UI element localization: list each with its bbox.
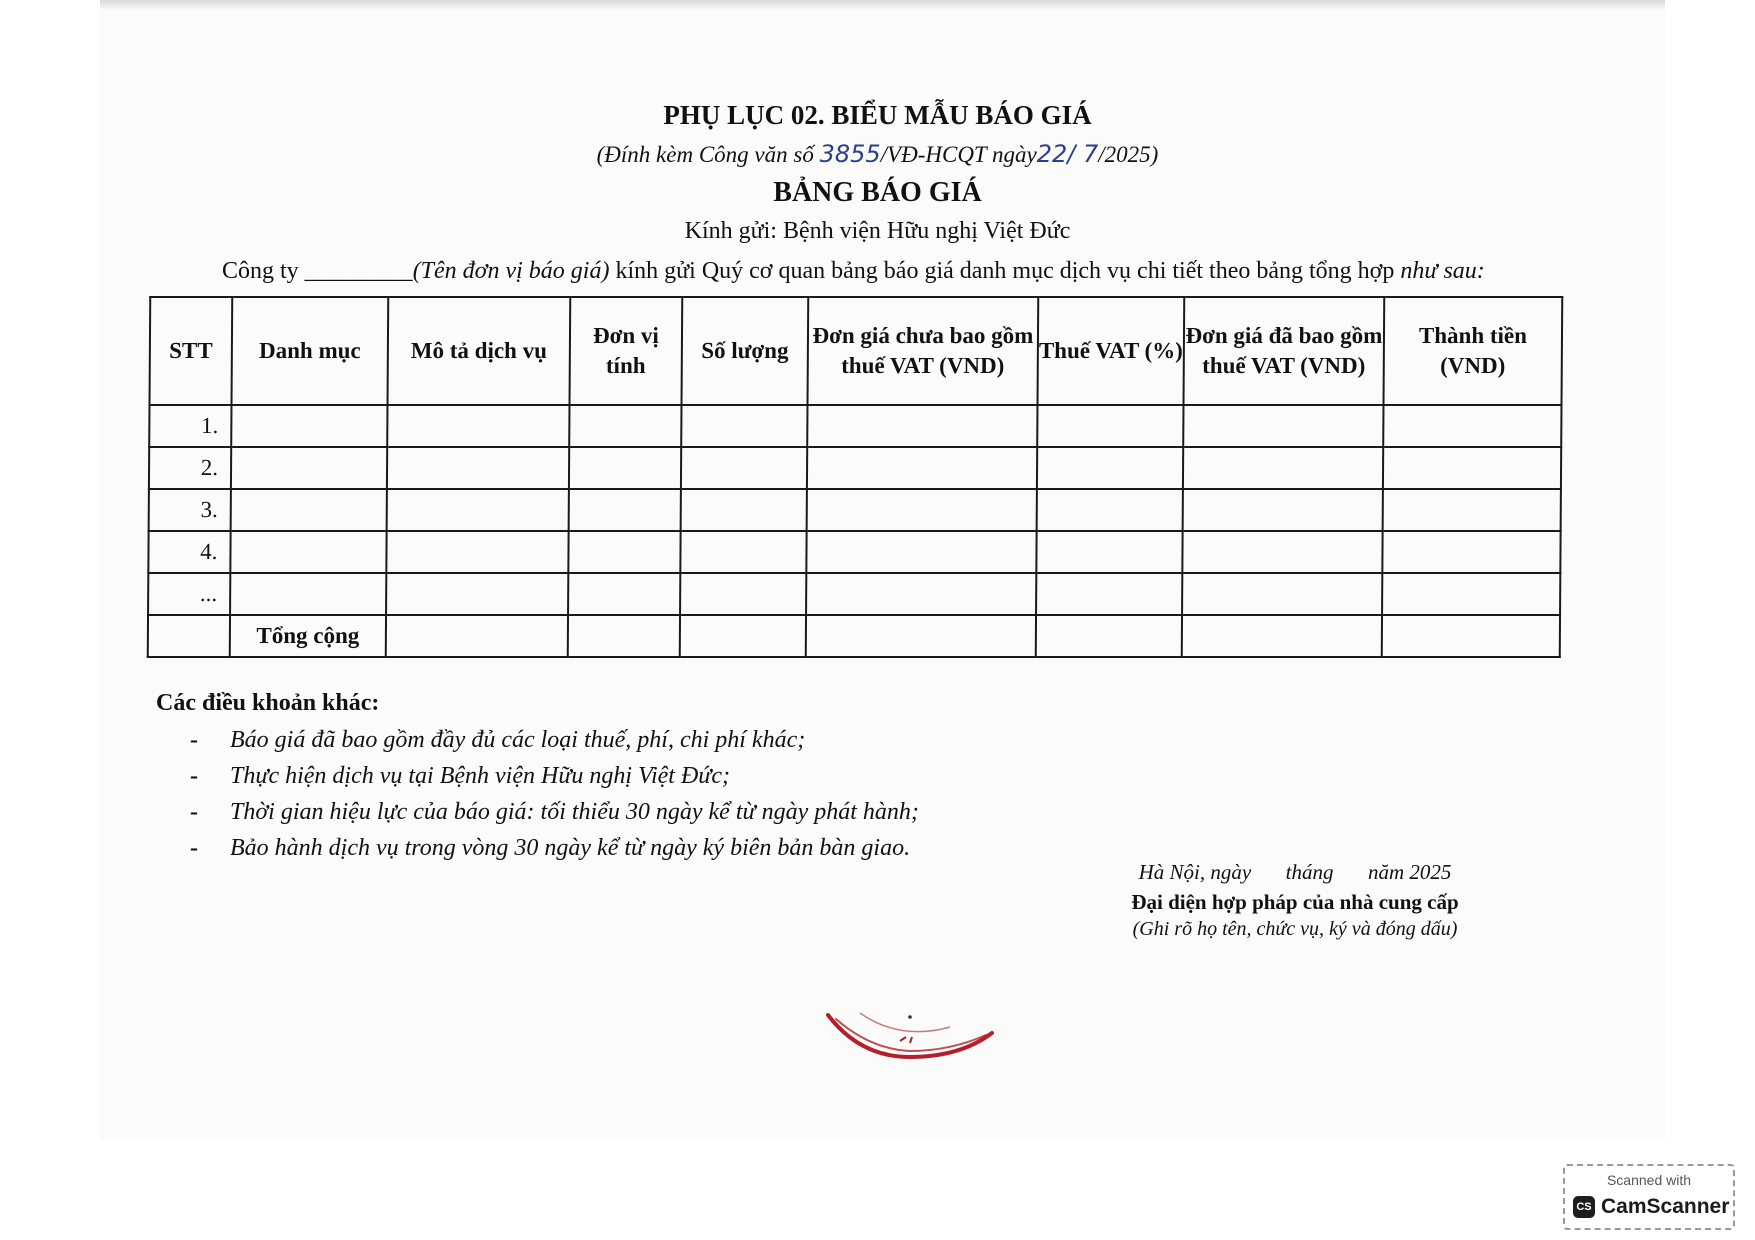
attachment-suffix: /2025) xyxy=(1098,142,1159,167)
cell-category xyxy=(231,405,387,447)
cell-description xyxy=(386,615,568,657)
intro-prefix: Công ty _________ xyxy=(222,258,413,284)
cell-description xyxy=(386,531,568,573)
header-unit-price-excl-vat: Đơn giá chưa bao gồm thuế VAT (VND) xyxy=(808,297,1039,405)
attachment-reference xyxy=(0,140,1755,168)
cell-quantity xyxy=(681,447,807,489)
handwritten-document-number: 3855 xyxy=(819,140,881,168)
row-number: 1. xyxy=(149,405,231,447)
row-number: ... xyxy=(148,573,230,615)
cell-price-incl xyxy=(1183,489,1383,531)
appendix-title: PHỤ LỤC 02. BIỂU MẪU BÁO GIÁ xyxy=(663,100,1092,130)
attachment-prefix: (Đính kèm Công văn số xyxy=(596,142,820,167)
cell-description xyxy=(386,573,568,615)
cell-price-excl xyxy=(807,489,1037,531)
terms-list xyxy=(190,722,919,866)
row-number: 2. xyxy=(149,447,231,489)
cell-price-excl xyxy=(806,615,1036,657)
handwritten-date: 22/ 7 xyxy=(1036,140,1099,168)
table-row xyxy=(149,447,1561,489)
list-item xyxy=(190,794,919,830)
cell-amount xyxy=(1383,447,1561,489)
list-item xyxy=(190,830,919,866)
cell-quantity xyxy=(681,489,807,531)
stamp-mark xyxy=(820,1005,1000,1075)
header-vat-rate: Thuế VAT (%) xyxy=(1038,297,1185,405)
cell-price-excl xyxy=(806,573,1036,615)
bullet-dash: - xyxy=(190,763,198,789)
scanned-with-text: Scanned with xyxy=(1606,1172,1692,1188)
month-label: tháng xyxy=(1285,860,1334,884)
cell-price-excl xyxy=(807,405,1037,447)
cell-unit xyxy=(569,489,681,531)
cell-description xyxy=(387,489,569,531)
cell-price-excl xyxy=(806,531,1036,573)
cell-unit xyxy=(568,573,680,615)
total-label: Tổng cộng xyxy=(230,615,386,657)
signature-date-line xyxy=(1085,860,1505,885)
cell-amount xyxy=(1382,573,1560,615)
cell-amount xyxy=(1383,405,1561,447)
place-date-label: Hà Nội, ngày xyxy=(1138,860,1252,884)
cell-price-incl xyxy=(1182,573,1382,615)
camscanner-logo-icon: CS xyxy=(1573,1196,1595,1218)
term-text: Báo giá đã bao gồm đầy đủ các loại thuế, phí, chi phí khác; xyxy=(230,727,806,753)
cell-category xyxy=(231,447,387,489)
term-text: Thực hiện dịch vụ tại Bệnh viện Hữu nghị Việt Đức; xyxy=(230,763,731,789)
intro-body: kính gửi Quý cơ quan bảng báo giá danh mục dịch vụ chi tiết theo bảng tổng hợp xyxy=(609,258,1401,284)
term-text: Thời gian hiệu lực của báo giá: tối thiểu 30 ngày kể từ ngày phát hành; xyxy=(230,799,919,825)
row-number: 3. xyxy=(149,489,231,531)
camscanner-name: CamScanner xyxy=(1601,1195,1730,1218)
bullet-dash: - xyxy=(190,727,198,753)
cell-price-excl xyxy=(807,447,1037,489)
cell-amount xyxy=(1382,615,1560,657)
quote-table xyxy=(147,296,1564,658)
cell-unit xyxy=(568,531,680,573)
cell-category xyxy=(230,531,386,573)
table-total-row xyxy=(148,615,1560,657)
cell-amount xyxy=(1383,489,1561,531)
header-category: Danh mục xyxy=(232,297,389,405)
header-quantity: Số lượng xyxy=(682,297,809,405)
cell-category xyxy=(230,573,386,615)
cell-quantity xyxy=(680,573,806,615)
cell-amount xyxy=(1382,531,1560,573)
cell-quantity xyxy=(680,531,806,573)
page-top-shadow xyxy=(100,0,1665,10)
cell-vat xyxy=(1037,489,1183,531)
table-row xyxy=(148,573,1560,615)
header-service-description: Mô tả dịch vụ xyxy=(388,297,571,405)
list-item xyxy=(190,758,919,794)
camscanner-badge xyxy=(1563,1164,1735,1230)
cell-price-incl xyxy=(1182,531,1382,573)
cell-price-incl xyxy=(1183,447,1383,489)
cell-quantity xyxy=(681,405,807,447)
cell-vat xyxy=(1036,615,1182,657)
table-row xyxy=(149,405,1561,447)
quote-heading: BẢNG BÁO GIÁ xyxy=(773,177,982,208)
cell-vat xyxy=(1037,405,1183,447)
bullet-dash: - xyxy=(190,799,198,825)
cell-quantity xyxy=(680,615,806,657)
cell-unit xyxy=(568,615,680,657)
signatory-role: Đại diện hợp pháp của nhà cung cấp xyxy=(1131,890,1459,914)
cell-description xyxy=(387,405,569,447)
header-amount: Thành tiền (VND) xyxy=(1384,297,1563,405)
intro-end: như sau: xyxy=(1400,258,1485,284)
total-stt-cell xyxy=(148,615,230,657)
cell-unit xyxy=(569,447,681,489)
attachment-middle: /VĐ-HCQT ngày xyxy=(880,142,1037,167)
cell-vat xyxy=(1037,447,1183,489)
cell-description xyxy=(387,447,569,489)
list-item xyxy=(190,722,919,758)
bullet-dash: - xyxy=(190,835,198,861)
header-stt: STT xyxy=(150,297,233,405)
header-unit: Đơn vị tính xyxy=(570,297,683,405)
signature-instructions: (Ghi rõ họ tên, chức vụ, ký và đóng dấu) xyxy=(1132,918,1458,940)
cell-vat xyxy=(1036,531,1182,573)
intro-company-placeholder: (Tên đơn vị báo giá) xyxy=(412,258,610,284)
recipient-line: Kính gửi: Bệnh viện Hữu nghị Việt Đức xyxy=(684,218,1071,244)
cell-category xyxy=(231,489,387,531)
header-unit-price-incl-vat: Đơn giá đã bao gồm thuế VAT (VND) xyxy=(1184,297,1385,405)
table-row xyxy=(149,489,1561,531)
table-header-row xyxy=(150,297,1563,405)
terms-title: Các điều khoản khác: xyxy=(156,690,380,716)
cell-price-incl xyxy=(1182,615,1382,657)
cell-price-incl xyxy=(1183,405,1383,447)
cell-vat xyxy=(1036,573,1182,615)
cell-unit xyxy=(569,405,681,447)
row-number: 4. xyxy=(148,531,230,573)
table-row xyxy=(148,531,1560,573)
term-text: Bảo hành dịch vụ trong vòng 30 ngày kể từ ngày ký biên bản bàn giao. xyxy=(230,835,911,861)
year-label: năm 2025 xyxy=(1368,860,1452,884)
intro-paragraph xyxy=(222,258,1485,285)
